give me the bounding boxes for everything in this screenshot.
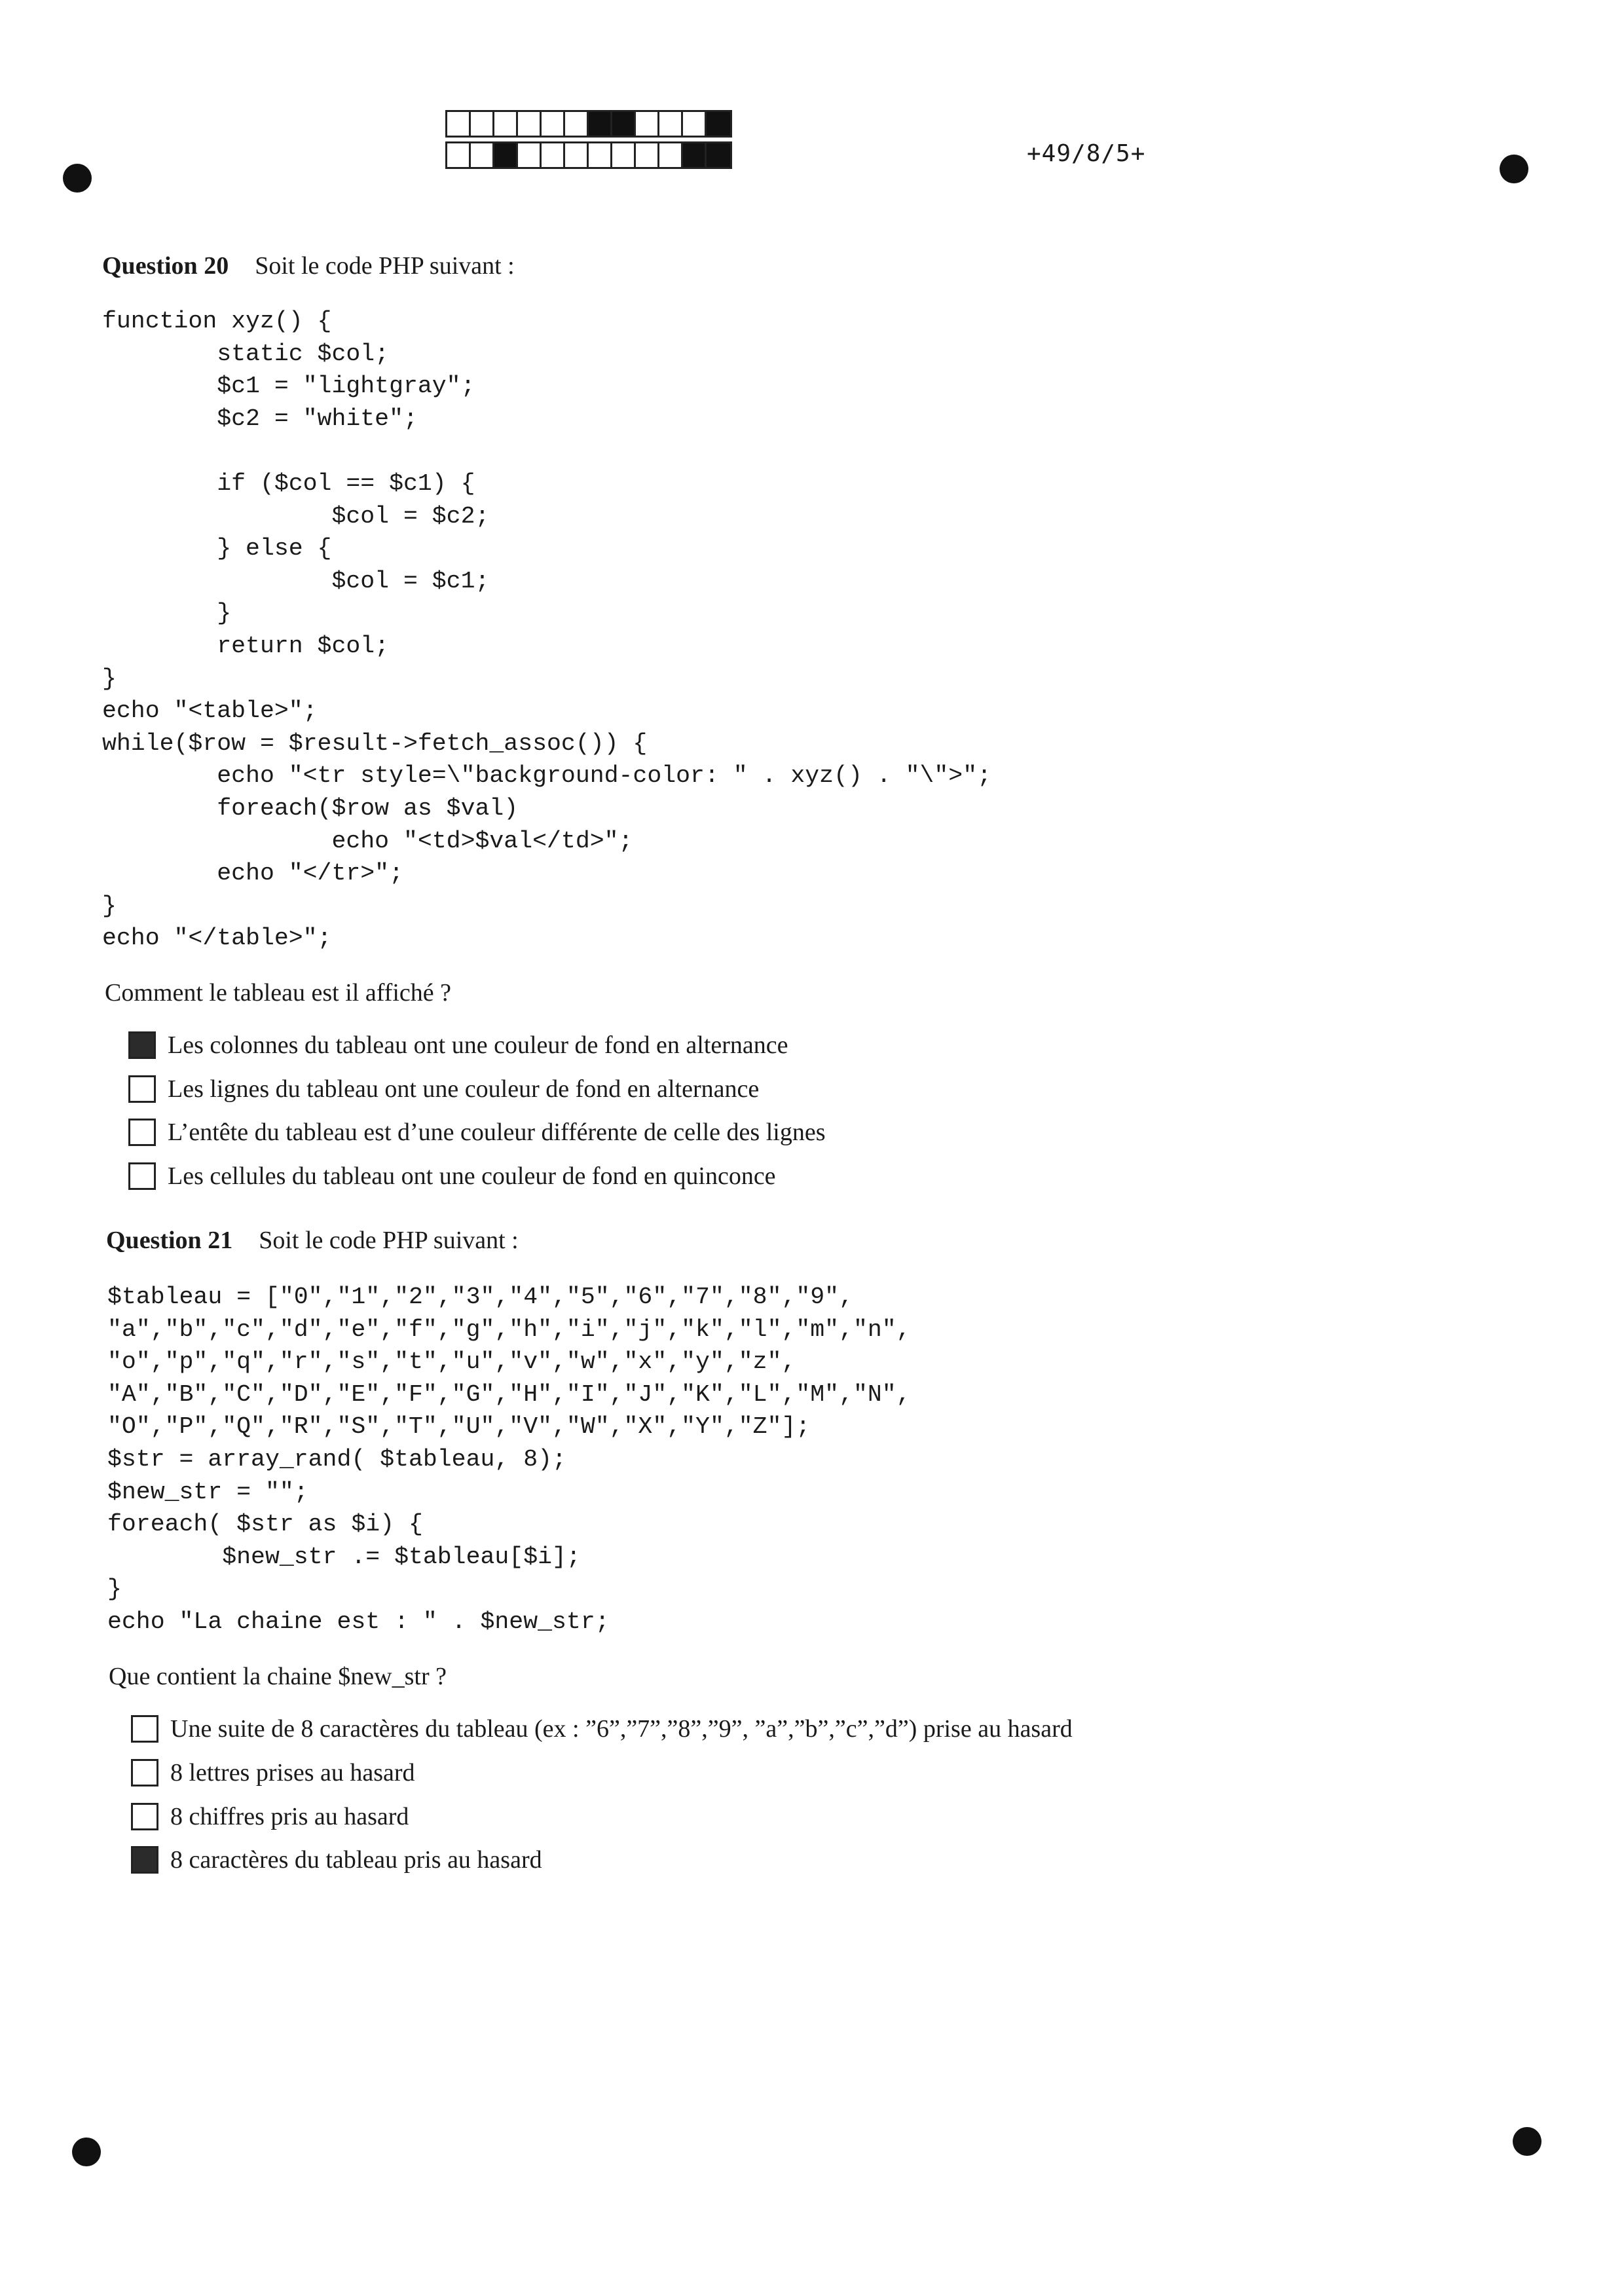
question-21-prompt: Que contient la chaine $new_str ? <box>109 1663 447 1690</box>
q20-answer-4[interactable] <box>128 1162 776 1191</box>
barcode-cell <box>612 112 636 136</box>
question-21-code: $tableau = ["0","1","2","3","4","5","6","7","8","9", "a","b","c","d","e","f","g","h","i","j","k","l","m","n", "o","p","q","r","s","t","u","v","w","x","y","z", "A","B","C","D","E","F","G","H","I","J","K","L","M","N", "O","P","Q","R","S","T","U","V","W","X","Y","Z"]; $str = array_rand( $tableau, 8); $new_str = ""; foreach( $str as $i) { $new_str .= $tableau[$i]; } echo "La chaine est : " . $new_str; <box>107 1284 911 1635</box>
answer-checkbox[interactable] <box>131 1715 158 1743</box>
barcode-cell <box>447 112 471 136</box>
barcode-cell <box>494 112 518 136</box>
answer-text: Les lignes du tableau ont une couleur de fond en alternance <box>168 1075 760 1103</box>
q20-answer-1[interactable] <box>128 1031 788 1060</box>
answer-checkbox[interactable] <box>128 1119 156 1146</box>
barcode-cell <box>659 143 683 167</box>
page-barcode-row-1 <box>445 110 732 138</box>
barcode-cell <box>542 143 565 167</box>
barcode-cell <box>659 112 683 136</box>
q20-answer-2[interactable] <box>128 1075 759 1103</box>
page-barcode-row-2 <box>445 141 732 169</box>
question-21-header <box>106 1226 519 1255</box>
barcode-cell <box>707 112 730 136</box>
answer-text: 8 chiffres pris au hasard <box>170 1803 409 1830</box>
question-label: Question 20 <box>102 252 229 280</box>
answer-text: 8 caractères du tableau pris au hasard <box>170 1846 542 1874</box>
question-intro: Soit le code PHP suivant : <box>259 1227 519 1254</box>
q21-answer-4[interactable] <box>131 1845 542 1874</box>
barcode-cell <box>683 112 707 136</box>
corner-marker-top-right <box>1500 155 1528 183</box>
q20-answer-3[interactable] <box>128 1118 825 1147</box>
answer-checkbox[interactable] <box>131 1803 158 1830</box>
answer-checkbox[interactable] <box>128 1031 156 1059</box>
barcode-cell <box>471 112 494 136</box>
barcode-cell <box>471 143 494 167</box>
answer-checkbox[interactable] <box>128 1162 156 1190</box>
barcode-cell <box>518 143 542 167</box>
question-label: Question 21 <box>106 1227 233 1254</box>
barcode-cell <box>565 143 589 167</box>
barcode-cell <box>589 143 612 167</box>
corner-marker-top-left <box>63 164 92 193</box>
barcode-cell <box>494 143 518 167</box>
barcode-cell <box>636 112 659 136</box>
question-20-prompt: Comment le tableau est il affiché ? <box>105 979 451 1007</box>
q21-answer-1[interactable] <box>131 1714 1073 1743</box>
answer-text: 8 lettres prises au hasard <box>170 1759 415 1787</box>
page-id: +49/8/5+ <box>1027 140 1146 167</box>
question-intro: Soit le code PHP suivant : <box>255 252 515 280</box>
answer-text: Une suite de 8 caractères du tableau (ex : ”6”,”7”,”8”,”9”, ”a”,”b”,”c”,”d”) prise au hasard <box>170 1715 1073 1743</box>
q21-answer-2[interactable] <box>131 1758 415 1787</box>
barcode-cell <box>589 112 612 136</box>
answer-text: Les cellules du tableau ont une couleur de fond en quinconce <box>168 1162 776 1190</box>
corner-marker-bottom-right <box>1513 2127 1541 2156</box>
barcode-cell <box>565 112 589 136</box>
answer-checkbox[interactable] <box>128 1075 156 1103</box>
answer-checkbox[interactable] <box>131 1759 158 1787</box>
answer-text: L’entête du tableau est d’une couleur différente de celle des lignes <box>168 1119 826 1146</box>
barcode-cell <box>447 143 471 167</box>
question-20-code: function xyz() { static $col; $c1 = "lightgray"; $c2 = "white"; if ($col == $c1) { $col = $c2; } else { $col = $c1; } return $col; } echo "<table>"; while($row = $result->fetch_assoc()) { echo "<tr style=\"background-color: " . xyz() . "\">"; foreach($row as $val) echo "<td>$val</td>"; echo "</tr>"; } echo "</table>"; <box>102 308 992 952</box>
answer-checkbox[interactable] <box>131 1846 158 1874</box>
barcode-cell <box>683 143 707 167</box>
q21-answer-3[interactable] <box>131 1802 409 1831</box>
corner-marker-bottom-left <box>72 2138 101 2166</box>
barcode-cell <box>636 143 659 167</box>
barcode-cell <box>518 112 542 136</box>
question-20-header <box>102 251 515 280</box>
barcode-cell <box>542 112 565 136</box>
barcode-cell <box>707 143 730 167</box>
barcode-cell <box>612 143 636 167</box>
answer-text: Les colonnes du tableau ont une couleur de fond en alternance <box>168 1031 788 1059</box>
